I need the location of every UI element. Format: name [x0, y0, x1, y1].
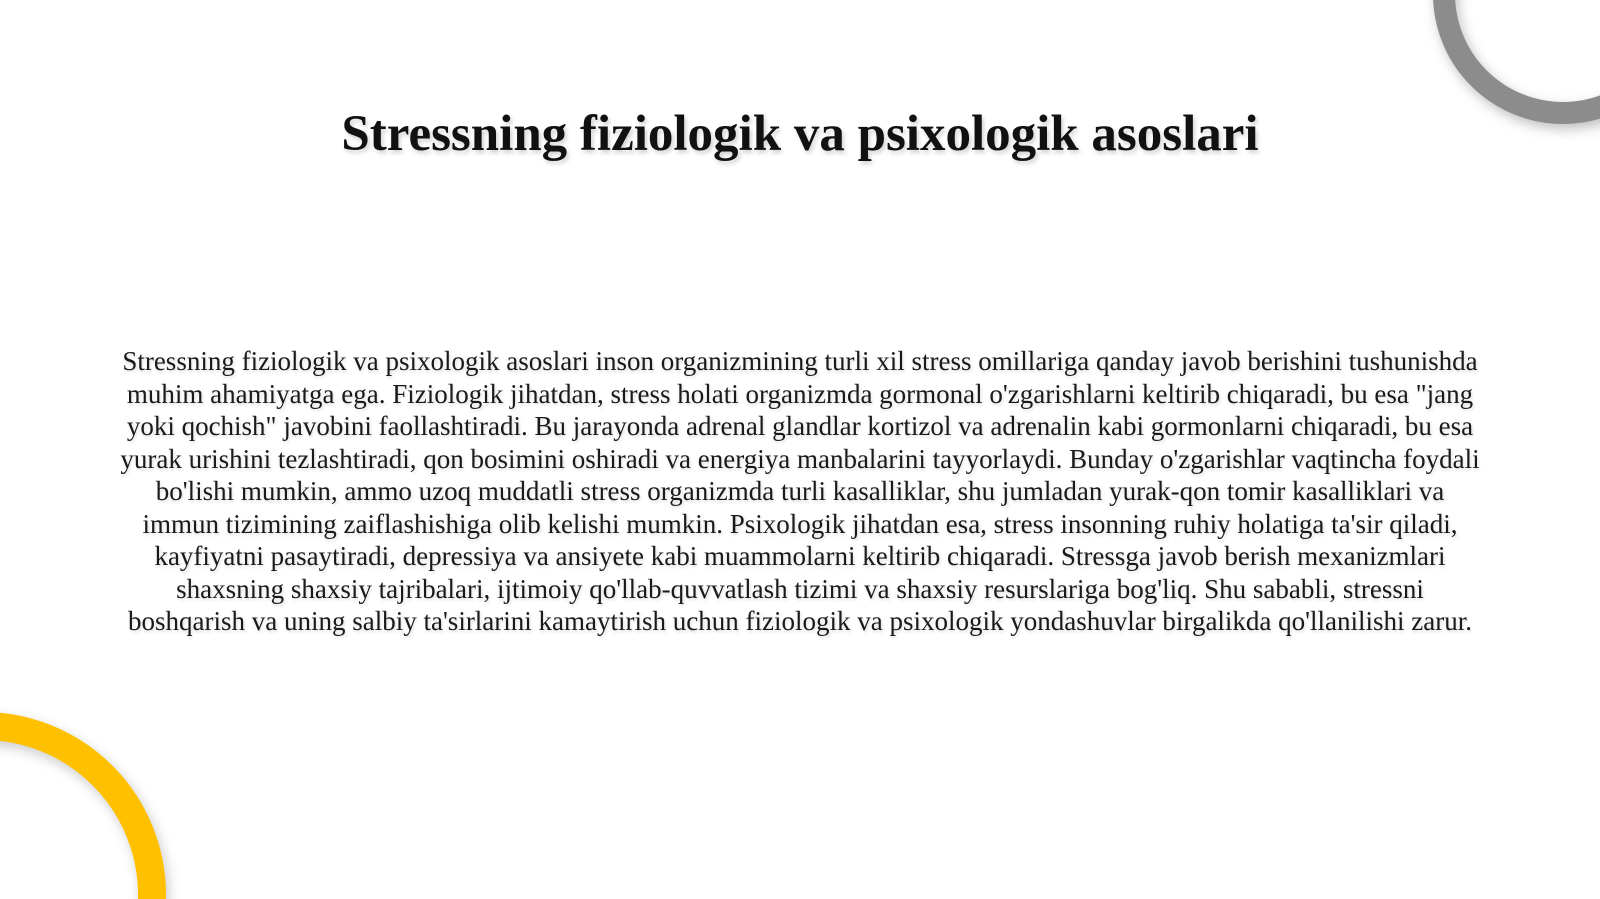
- slide-body-text: Stressning fiziologik va psixologik asoslari inson organizmining turli xil stress omillariga qanday javob berishini tushunishda muhim ahamiyatga ega. Fiziologik jihatdan, stress holati organizmda gormonal o'zgarishlarni keltirib chiqaradi, bu esa "jang yoki qochish" javobini faollashtiradi. Bu jarayonda adrenal glandlar kortizol va adrenalin kabi gormonlarni chiqaradi, bu esa yurak urishini tezlashtiradi, qon bosimini oshiradi va energiya manbalarini tayyorlaydi. Bunday o'zgarishlar vaqtincha foydali bo'lishi mumkin, ammo uzoq muddatli stress organizmda turli kasalliklar, shu jumladan yurak-qon tomir kasalliklari va immun tizimining zaiflashishiga olib kelishi mumkin. Psixologik jihatdan esa, stress insonning ruhiy holatiga ta'sir qiladi, kayfiyatni pasaytiradi, depressiya va ansiyete kabi muammolarni keltirib chiqaradi. Stressga javob berish mexanizmlari shaxsning shaxsiy tajribalari, ijtimoiy qo'llab-quvvatlash tizimi va shaxsiy resurslariga bog'liq. Shu sababli, stressni boshqarish va uning salbiy ta'sirlarini kamaytirish uchun fiziologik va psixologik yondashuvlar birgalikda qo'llanilishi zarur.: [120, 346, 1480, 636]
- slide-title: Stressning fiziologik va psixologik asoslari: [341, 106, 1259, 162]
- decorative-yellow-ring: [0, 712, 166, 899]
